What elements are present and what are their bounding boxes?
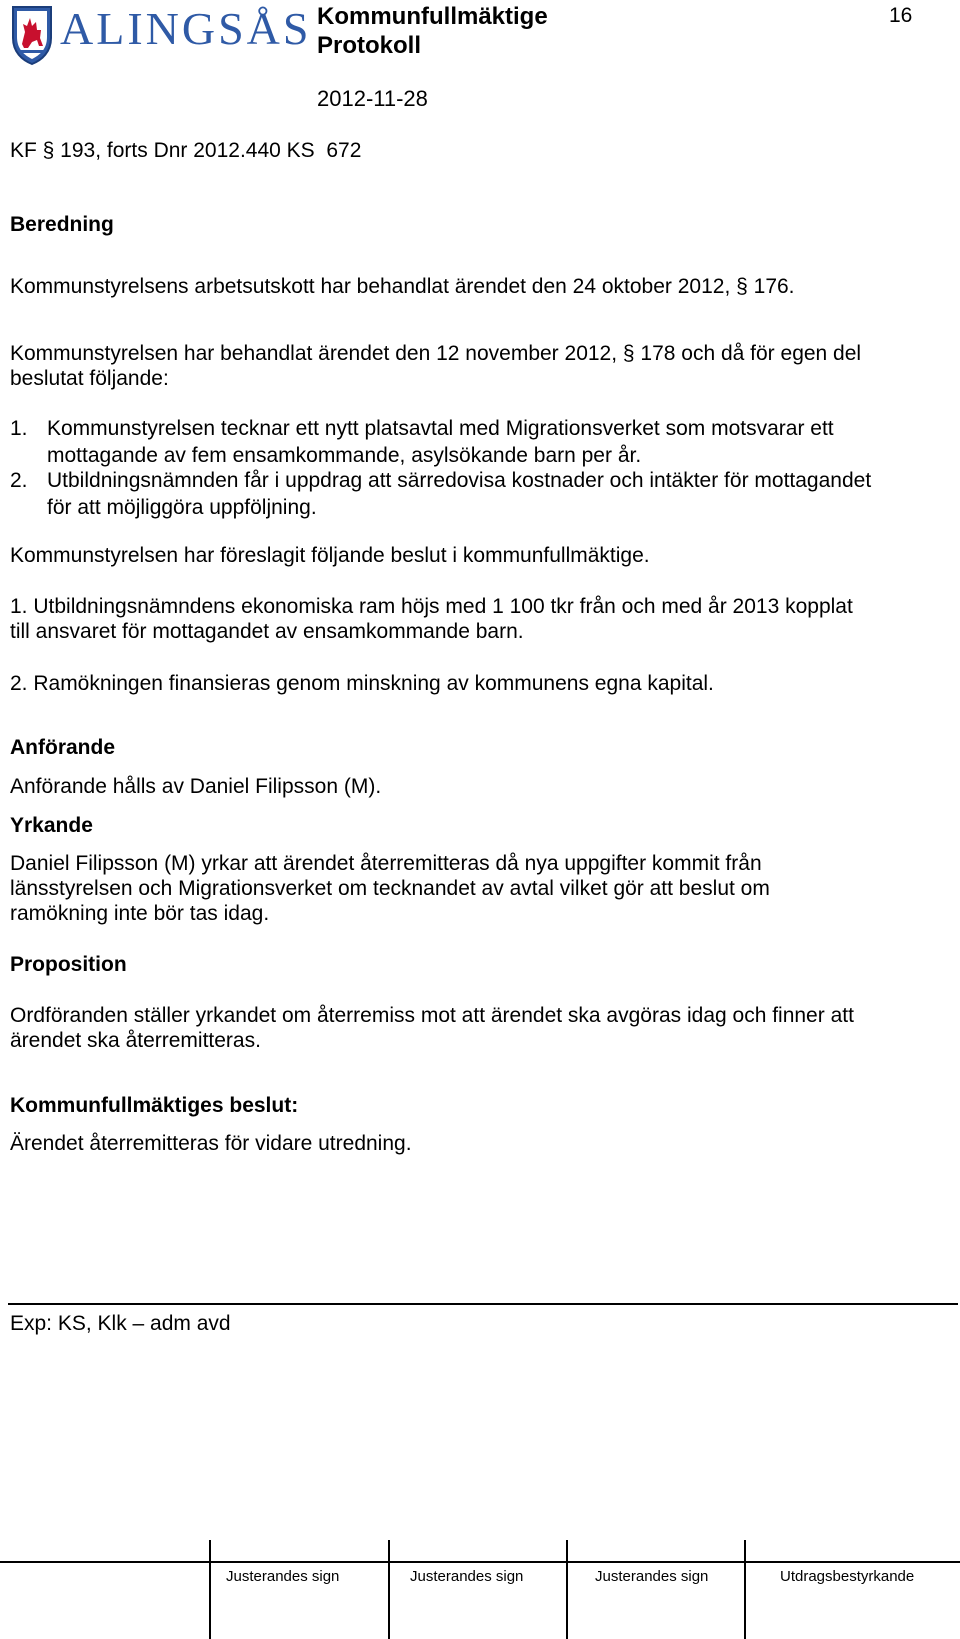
proposal-1-line-1: 1. Utbildningsnämndens ekonomiska ram höjs med 1 100 tkr från och med år 2013 kopplat [10,595,853,618]
decision-list-item-1 [10,415,834,469]
proposition-line-1: Ordföranden ställer yrkandet om återremiss mot att ärendet ska avgöras idag och finner att [10,1004,854,1027]
expedition-divider [8,1303,958,1305]
proposal-intro: Kommunstyrelsen har föreslagit följande beslut i kommunfullmäktige. [10,544,650,567]
signature-label-1: Justerandes sign [226,1568,340,1585]
yrkande-line-2: länsstyrelsen och Migrationsverket om tecknandet av avtal vilket gör att beslut om [10,877,770,900]
yrkande-heading: Yrkande [10,814,93,837]
proposition-line-2: ärendet ska återremitteras. [10,1029,261,1052]
decision-list-item-2 [10,467,871,521]
beredning-paragraph-2-line-2: beslutat följande: [10,367,169,390]
extract-certification-label: Utdragsbestyrkande [780,1568,915,1585]
logo [10,3,312,70]
footer-divider [0,1561,960,1563]
list-text-line: Utbildningsnämnden får i uppdrag att särredovisa kostnader och intäkter för mottagandet [47,469,872,492]
list-text-line: Kommunstyrelsen tecknar ett nytt platsavtal med Migrationsverket som motsvarar ett [47,417,834,440]
list-text-line: mottagande av fem ensamkommande, asylsökande barn per år. [47,444,642,467]
yrkande-line-3: ramökning inte bör tas idag. [10,902,270,925]
beslut-heading: Kommunfullmäktiges beslut: [10,1094,299,1117]
signature-label-2: Justerandes sign [410,1568,524,1585]
signature-column-divider [388,1540,390,1639]
proposition-heading: Proposition [10,953,127,976]
signature-label-3: Justerandes sign [595,1568,709,1585]
beredning-heading: Beredning [10,213,114,236]
signature-column-divider [209,1540,211,1639]
beslut-text: Ärendet återremitteras för vidare utredning. [10,1132,412,1155]
anforande-text: Anförande hålls av Daniel Filipsson (M). [10,775,382,798]
coat-of-arms-icon [10,4,54,66]
anforande-heading: Anförande [10,736,115,759]
proposal-1-line-2: till ansvaret för mottagandet av ensamkommande barn. [10,620,524,643]
document-title: Kommunfullmäktige [317,3,548,30]
page-number: 16 [889,4,913,27]
case-reference: KF § 193, forts Dnr 2012.440 KS 672 [10,139,362,162]
beredning-paragraph-1: Kommunstyrelsens arbetsutskott har behandlat ärendet den 24 oktober 2012, § 176. [10,275,795,298]
beredning-paragraph-2-line-1: Kommunstyrelsen har behandlat ärendet den 12 november 2012, § 178 och då för egen del [10,342,862,365]
meeting-date: 2012-11-28 [317,86,428,111]
expedition-recipients: Exp: KS, Klk – adm avd [10,1312,231,1335]
list-number: 2. [10,469,28,492]
list-number: 1. [10,417,28,440]
proposal-2: 2. Ramökningen finansieras genom minskning av kommunens egna kapital. [10,672,714,695]
list-text-line: för att möjliggöra uppföljning. [47,496,317,519]
signature-column-divider [744,1540,746,1639]
yrkande-line-1: Daniel Filipsson (M) yrkar att ärendet återremitteras då nya uppgifter kommit från [10,852,762,875]
signature-column-divider [566,1540,568,1639]
document-type: Protokoll [317,32,422,59]
logo-text: ALINGSÅS [60,3,312,54]
